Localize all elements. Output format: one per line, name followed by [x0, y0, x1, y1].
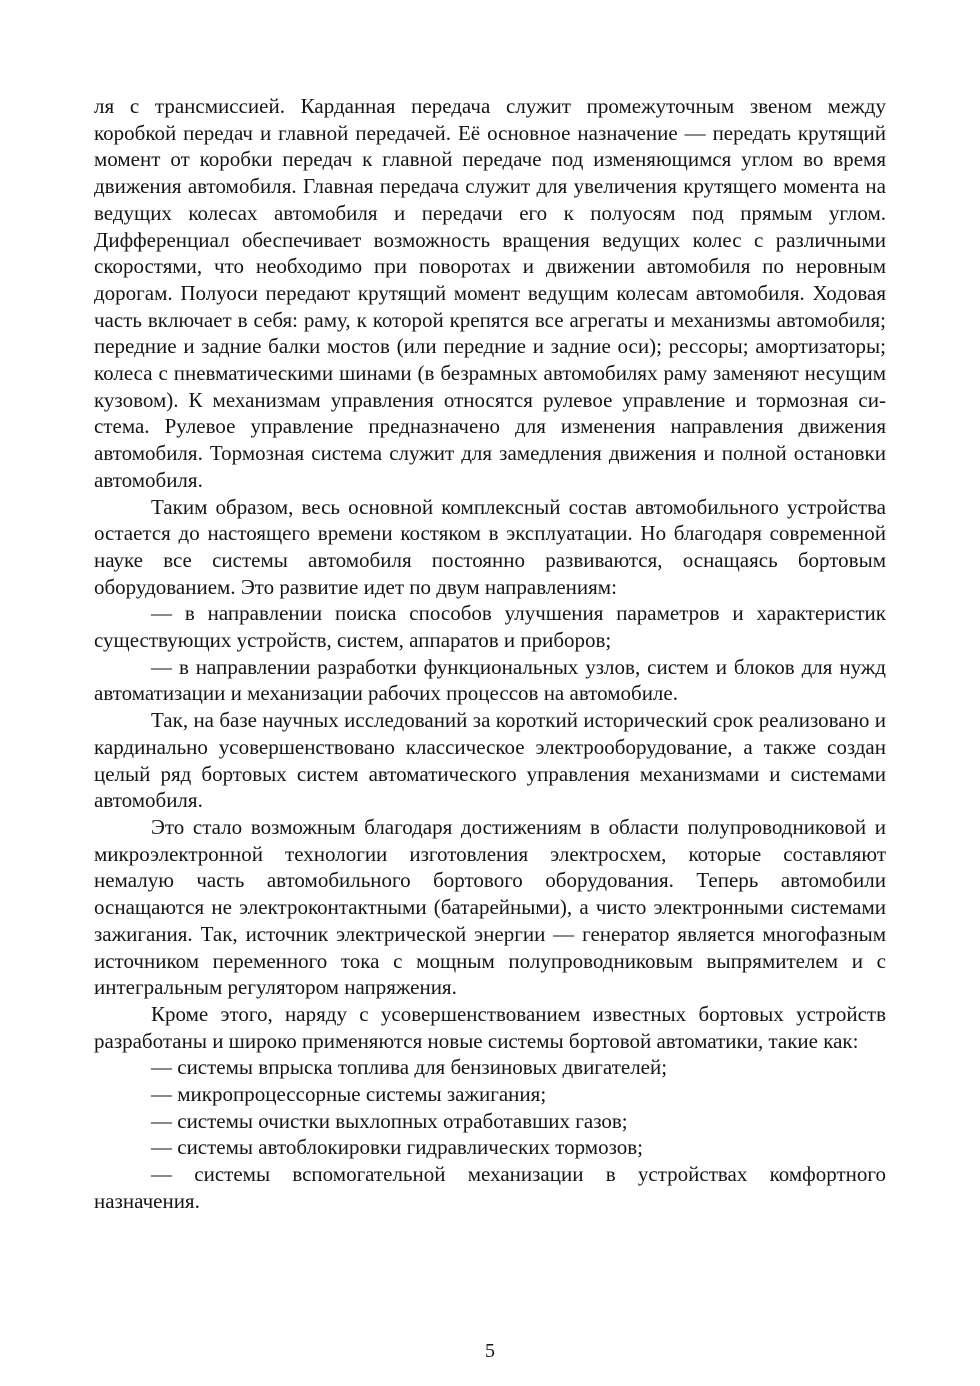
paragraph-research-base: Так, на базе научных исследований за короткий исторический срок реализовано и кардинально усовершенствовано классическое электрооборудование, а также создан целый ряд бортовых систем автоматического управления механизмами и системами автомобиля.: [94, 708, 886, 813]
list-item-ignition: — микропроцессорные системы зажигания;: [151, 1082, 547, 1107]
list-item-exhaust-cleaning: — системы очистки выхлопных отработавших газов;: [151, 1108, 628, 1133]
list-item-fuel-injection: — системы впрыска топлива для бензиновых двигателей;: [151, 1055, 668, 1080]
list-item-brake-antilock: — системы автоблокировки гидравлических тормозов;: [151, 1135, 644, 1160]
page-number: 5: [485, 1340, 495, 1362]
paragraph-new-systems-intro: Кроме этого, наряду с усовершенствованием известных бортовых устройств разработаны и широко применяются новые системы бортовой автоматики, такие как:: [94, 1001, 886, 1053]
list-item-direction-automation: — в направлении разработки функциональных узлов, систем и блоков для нужд автоматизации и механизации рабочих процессов на автомобиле.: [94, 654, 886, 706]
list-item-comfort-mechanization: — системы вспомогательной механизации в устройствах комфортного назначения.: [94, 1162, 886, 1213]
paragraph-semiconductor-tech: Это стало возможным благодаря достижениям в области полупроводниковой и микроэлектронной технологии изготовления электросхем, которые составляют немалую часть автомобильного бортового оборудования. Теперь автомобили оснащаются не электроконтактными (батарейными), а чисто электронными системами зажигания. Так, источник электрической энергии — генератор является многофазным источником переменного тока с мощным полупроводниковым выпрямителем и с интегральным регулятором напряжения.: [94, 814, 886, 1000]
list-item-direction-improvement: — в направлении поиска способов улучшения параметров и характеристик существующих устройств, систем, аппаратов и приборов;: [94, 601, 886, 653]
page-body: [94, 93, 886, 1215]
paragraph-composition-development: Таким образом, весь основной комплексный состав автомобильного устройства остается до настоящего времени костяком в эксплуатации. Но благодаря современной науке все системы автомобиля постоянно развиваются, оснащаясь бортовым оборудованием. Это развитие идет по двум направлениям:: [94, 494, 886, 599]
paragraph-transmission-overview: ля с трансмиссией. Карданная передача служит промежуточным звеном между коробкой передач и главной передачей. Её основное назначение — передать крутящий момент от коробки передач к главной передаче под изменяющимся углом во время движения автомобиля. Главная передача служит для увеличения крутящего момента на ведущих колесах автомобиля и передачи его к полуосям под прямым углом. Дифференциал обеспечивает возможность вращения ведущих колес с различными скоростями, что необходимо при поворотах и движении автомобиля по неровным дорогам. Полуоси передают крутящий момент ведущим колесам автомобиля. Ходовая часть включает в себя: раму, к которой крепятся все агрегаты и механизмы автомобиля; передние и задние балки мостов (или передние и задние оси); рессоры; амортизаторы; колеса с пневматическими шинами (в безрамных автомобилях раму заменяют несущим кузовом). К механизмам управления относятся рулевое управление и тормозная система. Рулевое управление предназначено для изменения направления движения автомобиля. Тормозная система служит для замедления движения и полной остановки автомобиля.: [94, 94, 886, 492]
